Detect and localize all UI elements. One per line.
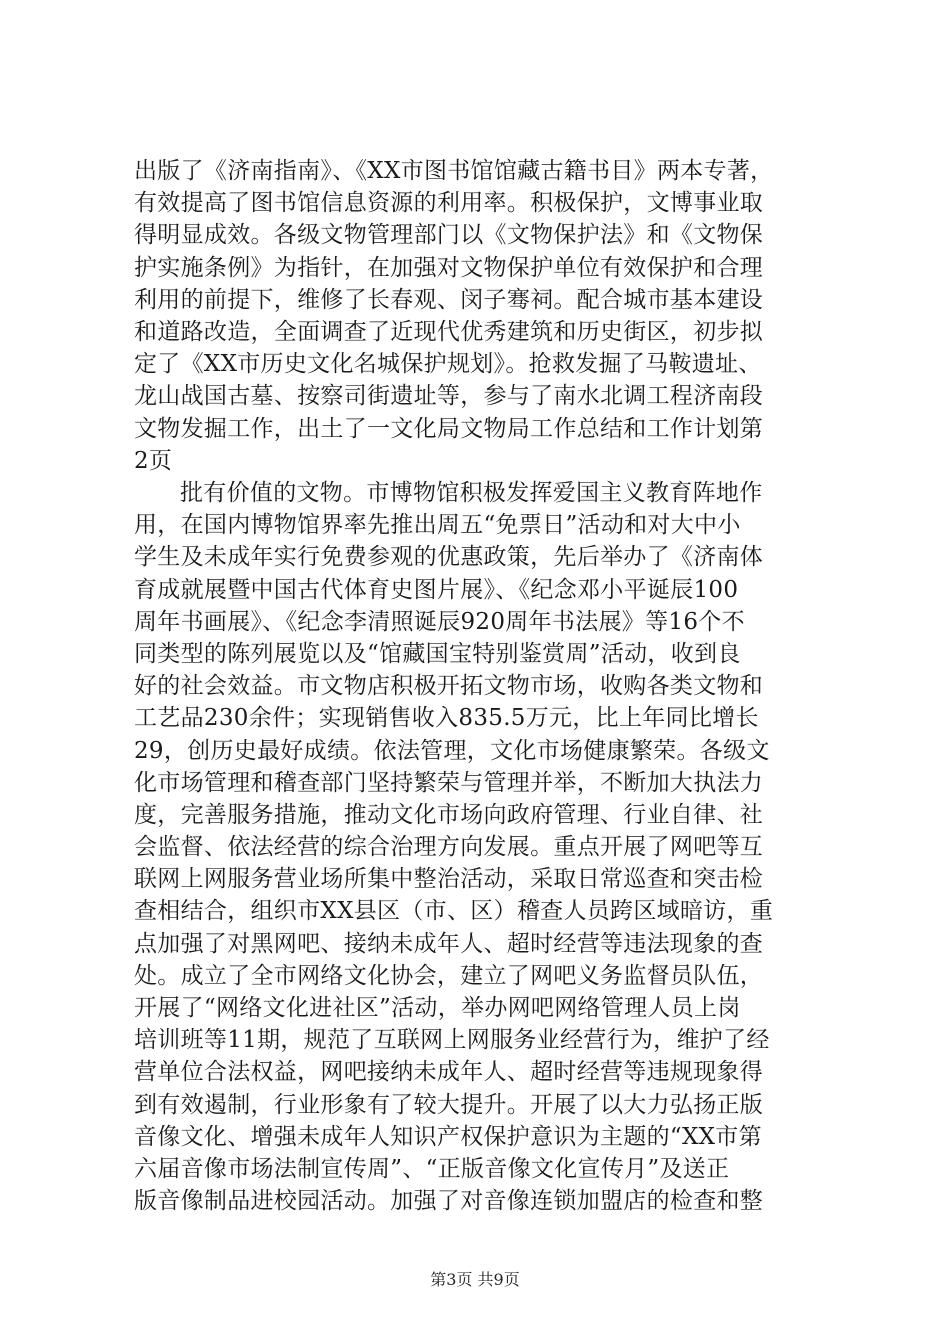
text-line: 文物发掘工作，出土了一文化局文物局工作总结和工作计划第 bbox=[134, 415, 764, 442]
text-line: 培训班等11期，规范了互联网上网服务业经营行为，维护了经 bbox=[134, 1027, 770, 1054]
text-line: 龙山战国古墓、按察司街遗址等，参与了南水北调工程济南段 bbox=[134, 383, 764, 410]
text-line: 营单位合法权益，网吧接纳未成年人、超时经营等违规现象得 bbox=[134, 1059, 764, 1086]
text-line: 处。成立了全市网络文化协会，建立了网吧义务监督员队伍， bbox=[134, 962, 764, 989]
text-line: 化市场管理和稽查部门坚持繁荣与管理并举，不断加大执法力 bbox=[134, 769, 764, 796]
text-line: 同类型的陈列展览以及“馆藏国宝特别鉴赏周”活动，收到良 bbox=[134, 640, 741, 667]
text-line: 学生及未成年实行免费参观的优惠政策，先后举办了《济南体 bbox=[134, 544, 764, 571]
text-line: 29，创历史最好成绩。依法管理，文化市场健康繁荣。各级文 bbox=[134, 737, 770, 764]
text-line: 版音像制品进校园活动。加强了对音像连锁加盟店的检查和整 bbox=[134, 1188, 764, 1215]
text-line: 有效提高了图书馆信息资源的利用率。积极保护，文博事业取 bbox=[134, 190, 764, 217]
text-line: 点加强了对黑网吧、接纳未成年人、超时经营等违法现象的查 bbox=[134, 930, 764, 957]
text-line: 用，在国内博物馆界率先推出周五“免票日”活动和对大中小 bbox=[134, 512, 741, 539]
text-line: 护实施条例》为指针，在加强对文物保护单位有效保护和合理 bbox=[134, 254, 764, 281]
text-line: 2页 bbox=[134, 447, 173, 474]
text-line: 利用的前提下，维修了长春观、闵子骞祠。配合城市基本建设 bbox=[134, 286, 764, 313]
paragraph-main bbox=[134, 477, 824, 1217]
text-line: 查相结合，组织市XX县区（市、区）稽查人员跨区域暗访，重 bbox=[134, 898, 774, 925]
text-line: 出版了《济南指南》、《XX市图书馆馆藏古籍书目》两本专著， bbox=[134, 158, 774, 184]
text-line: 得明显成效。各级文物管理部门以《文物保护法》和《文物保 bbox=[134, 222, 764, 249]
paragraph-continued bbox=[134, 155, 824, 477]
text-line: 音像文化、增强未成年人知识产权保护意识为主题的“XX市第 bbox=[134, 1123, 762, 1150]
text-line: 好的社会效益。市文物店积极开拓文物市场，收购各类文物和 bbox=[134, 673, 764, 700]
text-line: 和道路改造，全面调查了近现代优秀建筑和历史街区，初步拟 bbox=[134, 318, 764, 345]
text-line: 定了《XX市历史文化名城保护规划》。抢救发掘了马鞍遗址、 bbox=[134, 351, 762, 378]
text-line: 六届音像市场法制宣传周”、“正版音像文化宣传月”及送正 bbox=[134, 1155, 730, 1182]
page-number-footer: 第3页 共9页 bbox=[430, 1270, 520, 1289]
text-line: 联网上网服务营业场所集中整治活动，采取日常巡查和突击检 bbox=[134, 866, 764, 893]
text-line: 工艺品230余件；实现销售收入835.5万元，比上年同比增长 bbox=[134, 705, 759, 732]
text-line: 会监督、依法经营的综合治理方向发展。重点开展了网吧等互 bbox=[134, 834, 764, 861]
text-line: 开展了“网络文化进社区”活动，举办网吧网络管理人员上岗 bbox=[134, 995, 741, 1021]
text-line: 度，完善服务措施，推动文化市场向政府管理、行业自律、社 bbox=[134, 801, 764, 828]
text-line: 育成就展暨中国古代体育史图片展》、《纪念邓小平诞辰100 bbox=[134, 576, 739, 603]
text-line-indented: 批有价值的文物。市博物馆积极发挥爱国主义教育阵地作 bbox=[180, 480, 763, 506]
text-line: 周年书画展》、《纪念李清照诞辰920周年书法展》等16个不 bbox=[134, 608, 745, 635]
text-line: 到有效遏制，行业形象有了较大提升。开展了以大力弘扬正版 bbox=[134, 1091, 764, 1118]
